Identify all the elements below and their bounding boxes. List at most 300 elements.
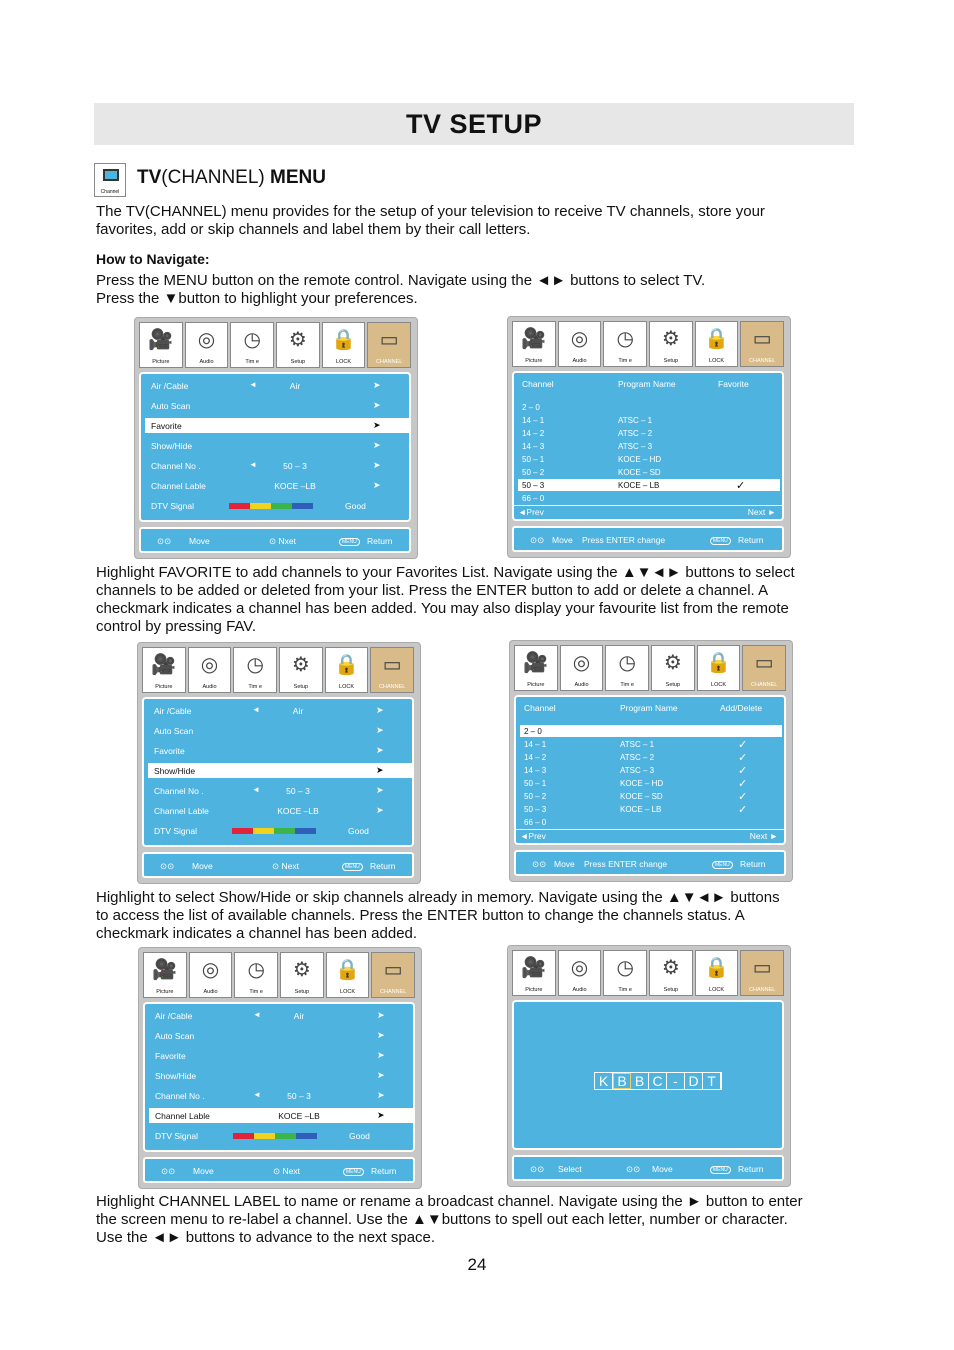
- toolbar-tab-label: Picture: [525, 987, 543, 993]
- channel-row[interactable]: [518, 453, 780, 465]
- channel-icon: ▭: [752, 327, 772, 350]
- left-arrow-icon[interactable]: ◄: [253, 1010, 261, 1019]
- signal-segment: [292, 503, 313, 509]
- right-arrow-icon[interactable]: ➤: [376, 725, 384, 735]
- toolbar-tab-audio[interactable]: [558, 321, 602, 367]
- right-arrow-icon[interactable]: ➤: [377, 1110, 385, 1120]
- footer-next-label: ⊙ Nxet: [269, 536, 296, 546]
- toolbar-tab-channel[interactable]: [740, 950, 784, 996]
- channel-number: 14 – 2: [524, 753, 547, 762]
- label-character[interactable]: B: [613, 1073, 631, 1089]
- toolbar-tab-label: Tim e: [245, 359, 259, 365]
- channel-number: 50 – 2: [522, 468, 545, 477]
- channel-label-input[interactable]: [594, 1072, 722, 1090]
- menu-row-label: Show/Hide: [151, 441, 193, 451]
- checkmark-icon: ✓: [736, 480, 746, 492]
- menu-row-value: 50 – 3: [283, 461, 307, 471]
- select-nav-icon: ⊙⊙: [530, 1164, 545, 1174]
- footer-return-label: Return: [740, 859, 766, 869]
- footer-next-label: ⊙ Next: [272, 861, 299, 871]
- channel-number: 14 – 3: [522, 442, 545, 451]
- toolbar-tab-setup[interactable]: [279, 647, 323, 693]
- menu-toolbar: [139, 322, 411, 368]
- menu-row-value: KOCE –LB: [277, 806, 319, 816]
- toolbar-tab-label: Picture: [525, 358, 543, 364]
- toolbar-tab-label: Picture: [152, 359, 170, 365]
- picture-icon: 🎥: [523, 651, 549, 674]
- right-arrow-icon[interactable]: ➤: [376, 765, 384, 775]
- move-nav-icon: ⊙⊙: [532, 859, 547, 869]
- left-arrow-icon[interactable]: ◄: [252, 705, 260, 714]
- menu-row-label: Favorite: [155, 1051, 186, 1061]
- label-character[interactable]: T: [703, 1073, 721, 1089]
- channel-no-row[interactable]: [149, 1088, 413, 1103]
- section-icon-label: Channel: [100, 189, 120, 195]
- toolbar-tab-time[interactable]: [603, 950, 647, 996]
- signal-segment: [296, 1133, 317, 1139]
- move-nav-icon: ⊙⊙: [626, 1164, 641, 1174]
- section-title-paren: (CHANNEL): [161, 167, 265, 188]
- footer-next-label: ⊙ Next: [273, 1166, 300, 1176]
- channel-number: 50 – 3: [522, 481, 545, 490]
- prev-page-button[interactable]: ◄Prev: [520, 831, 546, 841]
- menu-toolbar: [512, 321, 784, 367]
- checkmark-icon: ✓: [738, 739, 748, 751]
- toolbar-tab-setup[interactable]: [276, 322, 320, 368]
- channel-row[interactable]: [518, 466, 780, 478]
- list-footer: [512, 526, 784, 552]
- menu-row-value: Air: [292, 706, 304, 716]
- air-cable-row[interactable]: [148, 703, 412, 718]
- audio-icon: ◎: [572, 651, 591, 674]
- toolbar-tab-lock[interactable]: [322, 322, 366, 368]
- toolbar-tab-label: Audio: [574, 682, 589, 688]
- right-arrow-icon[interactable]: ➤: [373, 480, 381, 490]
- channel-row[interactable]: [518, 440, 780, 452]
- toolbar-tab-channel[interactable]: [742, 645, 786, 691]
- channel-row[interactable]: [520, 764, 782, 776]
- menu-row-label: Air /Cable: [151, 381, 189, 391]
- channel-number: 50 – 2: [524, 792, 547, 801]
- channel-row[interactable]: [520, 751, 782, 763]
- channel-icon: ▭: [383, 958, 403, 981]
- footer-move-label: Move: [652, 1164, 673, 1174]
- lock-icon: 🔒: [704, 956, 729, 979]
- header-status: Favorite: [718, 379, 749, 389]
- toolbar-tab-channel[interactable]: [370, 647, 414, 693]
- setup-icon: ⚙: [292, 958, 311, 981]
- channel-number: 66 – 0: [524, 818, 547, 827]
- checkmark-icon: ✓: [738, 765, 748, 777]
- menu-footer: [142, 852, 414, 878]
- next-page-button[interactable]: Next ►: [747, 507, 776, 517]
- channel-row[interactable]: [520, 816, 782, 828]
- show-hide-row[interactable]: [149, 1068, 413, 1083]
- air-cable-row[interactable]: [149, 1008, 413, 1023]
- toolbar-tab-setup[interactable]: [280, 952, 324, 998]
- channel-icon: ▭: [379, 328, 399, 351]
- auto-scan-row[interactable]: [149, 1028, 413, 1043]
- toolbar-tab-time[interactable]: [234, 952, 278, 998]
- menu-button-icon[interactable]: MENU: [343, 1168, 364, 1176]
- footer-return-label: Return: [738, 1164, 764, 1174]
- toolbar-tab-picture[interactable]: [139, 322, 183, 368]
- checkmark-icon: ✓: [738, 791, 748, 803]
- program-name: ATSC – 3: [618, 442, 653, 451]
- clock-icon: ◷: [247, 958, 265, 981]
- toolbar-tab-label: Audio: [572, 987, 587, 993]
- toolbar-tab-setup[interactable]: [651, 645, 695, 691]
- signal-segment: [254, 1133, 275, 1139]
- channel-label-row[interactable]: [149, 1108, 413, 1123]
- program-name: ATSC – 2: [618, 429, 653, 438]
- how-to-line-1: Press the MENU button on the remote control. Navigate using the ◄► buttons to select TV.: [96, 272, 706, 289]
- menu-screen-label: [138, 947, 422, 1189]
- label-editor-panel: [512, 1000, 784, 1150]
- menu-button-icon[interactable]: MENU: [710, 537, 731, 545]
- toolbar-tab-lock[interactable]: [326, 952, 370, 998]
- favorite-row[interactable]: [145, 418, 409, 433]
- toolbar-tab-label: Tim e: [249, 989, 263, 995]
- toolbar-tab-label: Setup: [663, 987, 679, 993]
- channel-row[interactable]: [520, 725, 782, 737]
- toolbar-tab-label: Tim e: [618, 987, 632, 993]
- menu-button-icon[interactable]: MENU: [712, 861, 733, 869]
- section-title: [137, 167, 326, 189]
- toolbar-tab-lock[interactable]: [697, 645, 741, 691]
- menu-row-label: Auto Scan: [155, 1031, 195, 1041]
- clock-icon: ◷: [246, 653, 264, 676]
- right-arrow-icon[interactable]: ➤: [376, 805, 384, 815]
- toolbar-tab-label: CHANNEL: [749, 987, 776, 993]
- channel-no-row[interactable]: [145, 458, 409, 473]
- how-to-line-2: Press the ▼button to highlight your preferences.: [96, 290, 418, 307]
- menu-button-icon[interactable]: MENU: [342, 863, 363, 871]
- prev-page-button[interactable]: ◄Prev: [518, 507, 544, 517]
- label-character[interactable]: K: [595, 1073, 613, 1089]
- channel-number: 14 – 3: [524, 766, 547, 775]
- right-arrow-icon[interactable]: ➤: [377, 1070, 385, 1080]
- checkmark-icon: ✓: [738, 804, 748, 816]
- toolbar-tab-time[interactable]: [230, 322, 274, 368]
- toolbar-tab-time[interactable]: [605, 645, 649, 691]
- footer-move-label: Move: [193, 1166, 214, 1176]
- footer-move-label: Move: [552, 535, 573, 545]
- label-character[interactable]: B: [631, 1073, 649, 1089]
- signal-segment: [250, 503, 271, 509]
- toolbar-tab-label: CHANNEL: [749, 358, 776, 364]
- pagination-bar: [514, 505, 782, 517]
- header-program-name: Program Name: [618, 379, 676, 389]
- channel-number: 66 – 0: [522, 494, 545, 503]
- channel-number: 50 – 3: [524, 805, 547, 814]
- menu-row-label: Show/Hide: [155, 1071, 197, 1081]
- toolbar-tab-audio[interactable]: [560, 645, 604, 691]
- toolbar-tab-label: Tim e: [620, 682, 634, 688]
- signal-segment: [274, 828, 295, 834]
- intro-text: The TV(CHANNEL) menu provides for the setup of your television to receive TV channels, store your favorites, add or skip channels and label them by their call letters.: [96, 203, 765, 238]
- next-page-button[interactable]: Next ►: [749, 831, 778, 841]
- channel-row[interactable]: [518, 401, 780, 413]
- toolbar-tab-label: Picture: [527, 682, 545, 688]
- menu-row-label: Channel No .: [155, 1091, 205, 1101]
- show-hide-row[interactable]: [145, 438, 409, 453]
- menu-row-label: Show/Hide: [154, 766, 196, 776]
- menu-row-value: 50 – 3: [287, 1091, 311, 1101]
- label-character[interactable]: D: [685, 1073, 703, 1089]
- label-character[interactable]: -: [667, 1073, 685, 1089]
- settings-panel: [142, 697, 414, 847]
- channel-row[interactable]: [518, 492, 780, 504]
- toolbar-tab-picture[interactable]: [143, 952, 187, 998]
- menu-row-label: Auto Scan: [154, 726, 194, 736]
- channel-label-row[interactable]: [148, 803, 412, 818]
- right-arrow-icon[interactable]: ➤: [373, 460, 381, 470]
- header-status: Add/Delete: [720, 703, 763, 713]
- page-number: 24: [467, 1255, 487, 1274]
- signal-quality-text: Good: [345, 501, 366, 511]
- channel-section-icon: [94, 163, 126, 197]
- toolbar-tab-picture[interactable]: [512, 950, 556, 996]
- program-name: KOCE – HD: [620, 779, 664, 788]
- program-name: KOCE – SD: [618, 468, 661, 477]
- clock-icon: ◷: [616, 327, 634, 350]
- channel-list-header: [516, 701, 784, 715]
- toolbar-tab-label: Audio: [199, 359, 214, 365]
- picture-icon: 🎥: [148, 328, 174, 351]
- audio-icon: ◎: [200, 653, 219, 676]
- air-cable-row[interactable]: [145, 378, 409, 393]
- menu-toolbar: [142, 647, 414, 693]
- channel-row[interactable]: [518, 427, 780, 439]
- menu-row-value: 50 – 3: [286, 786, 310, 796]
- audio-icon: ◎: [197, 328, 216, 351]
- toolbar-tab-picture[interactable]: [142, 647, 186, 693]
- menu-button-icon[interactable]: MENU: [339, 538, 360, 546]
- auto-scan-row[interactable]: [145, 398, 409, 413]
- list-footer: [514, 850, 786, 876]
- move-nav-icon: ⊙⊙: [161, 1166, 176, 1176]
- setup-icon: ⚙: [663, 651, 682, 674]
- page-title: TV SETUP: [405, 108, 543, 139]
- signal-segment: [233, 1133, 254, 1139]
- menu-row-label: Air /Cable: [154, 706, 192, 716]
- showhide-list-screen: [509, 640, 793, 882]
- how-to-heading: How to Navigate:: [96, 251, 210, 267]
- settings-panel: [143, 1002, 415, 1152]
- channel-row[interactable]: [520, 738, 782, 750]
- signal-quality-text: Good: [349, 1131, 370, 1141]
- audio-icon: ◎: [570, 956, 589, 979]
- channel-list-panel: [512, 371, 784, 521]
- footer-move-label: Move: [554, 859, 575, 869]
- signal-segment: [271, 503, 292, 509]
- favorite-row[interactable]: [148, 743, 412, 758]
- header-channel: Channel: [522, 379, 554, 389]
- right-arrow-icon[interactable]: ➤: [373, 380, 381, 390]
- toolbar-tab-time[interactable]: [233, 647, 277, 693]
- toolbar-tab-lock[interactable]: [695, 321, 739, 367]
- showhide-description: Highlight to select Show/Hide or skip channels already in memory. Navigate using the ▲▼◄► buttons to access the list of available channels. Press the ENTER button to change the channels status. A checkmark indicates a channel has been added.: [96, 889, 780, 942]
- show-hide-row[interactable]: [148, 763, 412, 778]
- toolbar-tab-label: CHANNEL: [379, 684, 406, 690]
- footer-select-label: Select: [558, 1164, 582, 1174]
- signal-segment: [253, 828, 274, 834]
- channel-label-row[interactable]: [145, 478, 409, 493]
- toolbar-tab-label: LOCK: [336, 359, 352, 365]
- left-arrow-icon[interactable]: ◄: [252, 785, 260, 794]
- label-footer: [512, 1155, 784, 1181]
- toolbar-tab-audio[interactable]: [188, 647, 232, 693]
- clock-icon: ◷: [616, 956, 634, 979]
- toolbar-tab-audio[interactable]: [558, 950, 602, 996]
- right-arrow-icon[interactable]: ➤: [373, 440, 381, 450]
- picture-icon: 🎥: [152, 958, 178, 981]
- favorite-row[interactable]: [149, 1048, 413, 1063]
- footer-enter-label: Press ENTER change: [582, 535, 666, 545]
- picture-icon: 🎥: [521, 956, 547, 979]
- toolbar-tab-label: Tim e: [248, 684, 262, 690]
- favorite-description: Highlight FAVORITE to add channels to your Favorites List. Navigate using the ▲▼◄► buttons to select channels to be added or deleted from your list. Press the ENTER button to add or delete a channel. A checkmark indicates a channel has been added. You may also display your favourite list from the remote control by pressing FAV.: [96, 564, 795, 635]
- audio-icon: ◎: [201, 958, 220, 981]
- left-arrow-icon[interactable]: ◄: [249, 380, 257, 389]
- toolbar-tab-label: LOCK: [340, 989, 356, 995]
- setup-icon: ⚙: [291, 653, 310, 676]
- channel-list-panel: [514, 695, 786, 845]
- toolbar-tab-picture[interactable]: [512, 321, 556, 367]
- toolbar-tab-setup[interactable]: [649, 950, 693, 996]
- menu-row-label: Channel Lable: [155, 1111, 210, 1121]
- program-name: KOCE – SD: [620, 792, 663, 801]
- menu-footer: [143, 1157, 415, 1183]
- signal-segment: [275, 1133, 296, 1139]
- toolbar-tab-label: Setup: [665, 682, 681, 688]
- toolbar-tab-label: Picture: [155, 684, 173, 690]
- setup-icon: ⚙: [288, 328, 307, 351]
- lock-icon: 🔒: [704, 327, 729, 350]
- favorite-list-screen: [507, 316, 791, 558]
- toolbar-tab-label: Picture: [156, 989, 174, 995]
- program-name: ATSC – 1: [618, 416, 653, 425]
- label-description: Highlight CHANNEL LABEL to name or rename a broadcast channel. Navigate using the ► button to enter the screen menu to re-label a channel. Use the ▲▼buttons to spell out each letter, number or character. Use the ◄► buttons to advance to the next space.: [96, 1193, 803, 1246]
- toolbar-tab-label: LOCK: [709, 987, 725, 993]
- right-arrow-icon[interactable]: ➤: [377, 1050, 385, 1060]
- toolbar-tab-channel[interactable]: [371, 952, 415, 998]
- right-arrow-icon[interactable]: ➤: [373, 400, 381, 410]
- audio-icon: ◎: [570, 327, 589, 350]
- label-character[interactable]: C: [649, 1073, 667, 1089]
- toolbar-tab-picture[interactable]: [514, 645, 558, 691]
- toolbar-tab-channel[interactable]: [740, 321, 784, 367]
- channel-no-row[interactable]: [148, 783, 412, 798]
- settings-panel: [139, 372, 411, 522]
- menu-footer: [139, 527, 411, 553]
- signal-strength-bar: [229, 503, 313, 509]
- toolbar-tab-lock[interactable]: [325, 647, 369, 693]
- toolbar-tab-audio[interactable]: [189, 952, 233, 998]
- menu-toolbar: [143, 952, 415, 998]
- signal-segment: [229, 503, 250, 509]
- auto-scan-row[interactable]: [148, 723, 412, 738]
- toolbar-tab-label: Audio: [202, 684, 217, 690]
- signal-quality-text: Good: [348, 826, 369, 836]
- channel-icon: ▭: [382, 653, 402, 676]
- picture-icon: 🎥: [151, 653, 177, 676]
- left-arrow-icon[interactable]: ◄: [249, 460, 257, 469]
- menu-row-label: Favorite: [154, 746, 185, 756]
- pagination-bar: [516, 829, 784, 841]
- menu-button-icon[interactable]: MENU: [710, 1166, 731, 1174]
- menu-screen-favorite: [134, 317, 418, 559]
- section-title-prefix: TV: [137, 167, 162, 188]
- menu-row-label: DTV Signal: [151, 501, 194, 511]
- channel-row[interactable]: [520, 803, 782, 815]
- checkmark-icon: ✓: [738, 752, 748, 764]
- program-name: ATSC – 1: [620, 740, 655, 749]
- toolbar-tab-lock[interactable]: [695, 950, 739, 996]
- channel-row[interactable]: [520, 777, 782, 789]
- move-nav-icon: ⊙⊙: [160, 861, 175, 871]
- toolbar-tab-label: Tim e: [618, 358, 632, 364]
- right-arrow-icon[interactable]: ➤: [377, 1010, 385, 1020]
- right-arrow-icon[interactable]: ➤: [377, 1030, 385, 1040]
- right-arrow-icon[interactable]: ➤: [376, 785, 384, 795]
- page-banner: [94, 103, 854, 145]
- setup-icon: ⚙: [661, 327, 680, 350]
- setup-icon: ⚙: [661, 956, 680, 979]
- dtv-signal-row: [149, 1128, 413, 1143]
- toolbar-tab-channel[interactable]: [367, 322, 411, 368]
- channel-number: 14 – 1: [522, 416, 545, 425]
- menu-row-value: KOCE –LB: [274, 481, 316, 491]
- signal-strength-bar: [233, 1133, 317, 1139]
- right-arrow-icon[interactable]: ➤: [376, 745, 384, 755]
- toolbar-tab-audio[interactable]: [185, 322, 229, 368]
- footer-return-label: Return: [367, 536, 393, 546]
- dtv-signal-row: [148, 823, 412, 838]
- left-arrow-icon[interactable]: ◄: [253, 1090, 261, 1099]
- program-name: KOCE – LB: [620, 805, 662, 814]
- menu-row-label: Auto Scan: [151, 401, 191, 411]
- lock-icon: 🔒: [331, 328, 356, 351]
- menu-row-label: Favorite: [151, 421, 182, 431]
- menu-row-value: Air: [289, 381, 301, 391]
- footer-move-label: Move: [192, 861, 213, 871]
- right-arrow-icon[interactable]: ➤: [377, 1090, 385, 1100]
- toolbar-tab-setup[interactable]: [649, 321, 693, 367]
- lock-icon: 🔒: [706, 651, 731, 674]
- menu-screen-showhide: [137, 642, 421, 884]
- right-arrow-icon[interactable]: ➤: [373, 420, 381, 430]
- footer-move-label: Move: [189, 536, 210, 546]
- signal-strength-bar: [232, 828, 316, 834]
- label-editor-screen: [507, 945, 791, 1187]
- menu-toolbar: [512, 950, 784, 996]
- menu-row-value: KOCE –LB: [278, 1111, 320, 1121]
- channel-row[interactable]: [520, 790, 782, 802]
- toolbar-tab-time[interactable]: [603, 321, 647, 367]
- toolbar-tab-label: Setup: [290, 359, 306, 365]
- program-name: ATSC – 2: [620, 753, 655, 762]
- channel-row[interactable]: [518, 414, 780, 426]
- channel-number: 2 – 0: [522, 403, 540, 412]
- toolbar-tab-label: LOCK: [709, 358, 725, 364]
- right-arrow-icon[interactable]: ➤: [376, 705, 384, 715]
- footer-return-label: Return: [738, 535, 764, 545]
- menu-row-label: Channel Lable: [154, 806, 209, 816]
- channel-row[interactable]: [518, 479, 780, 491]
- channel-number: 14 – 1: [524, 740, 547, 749]
